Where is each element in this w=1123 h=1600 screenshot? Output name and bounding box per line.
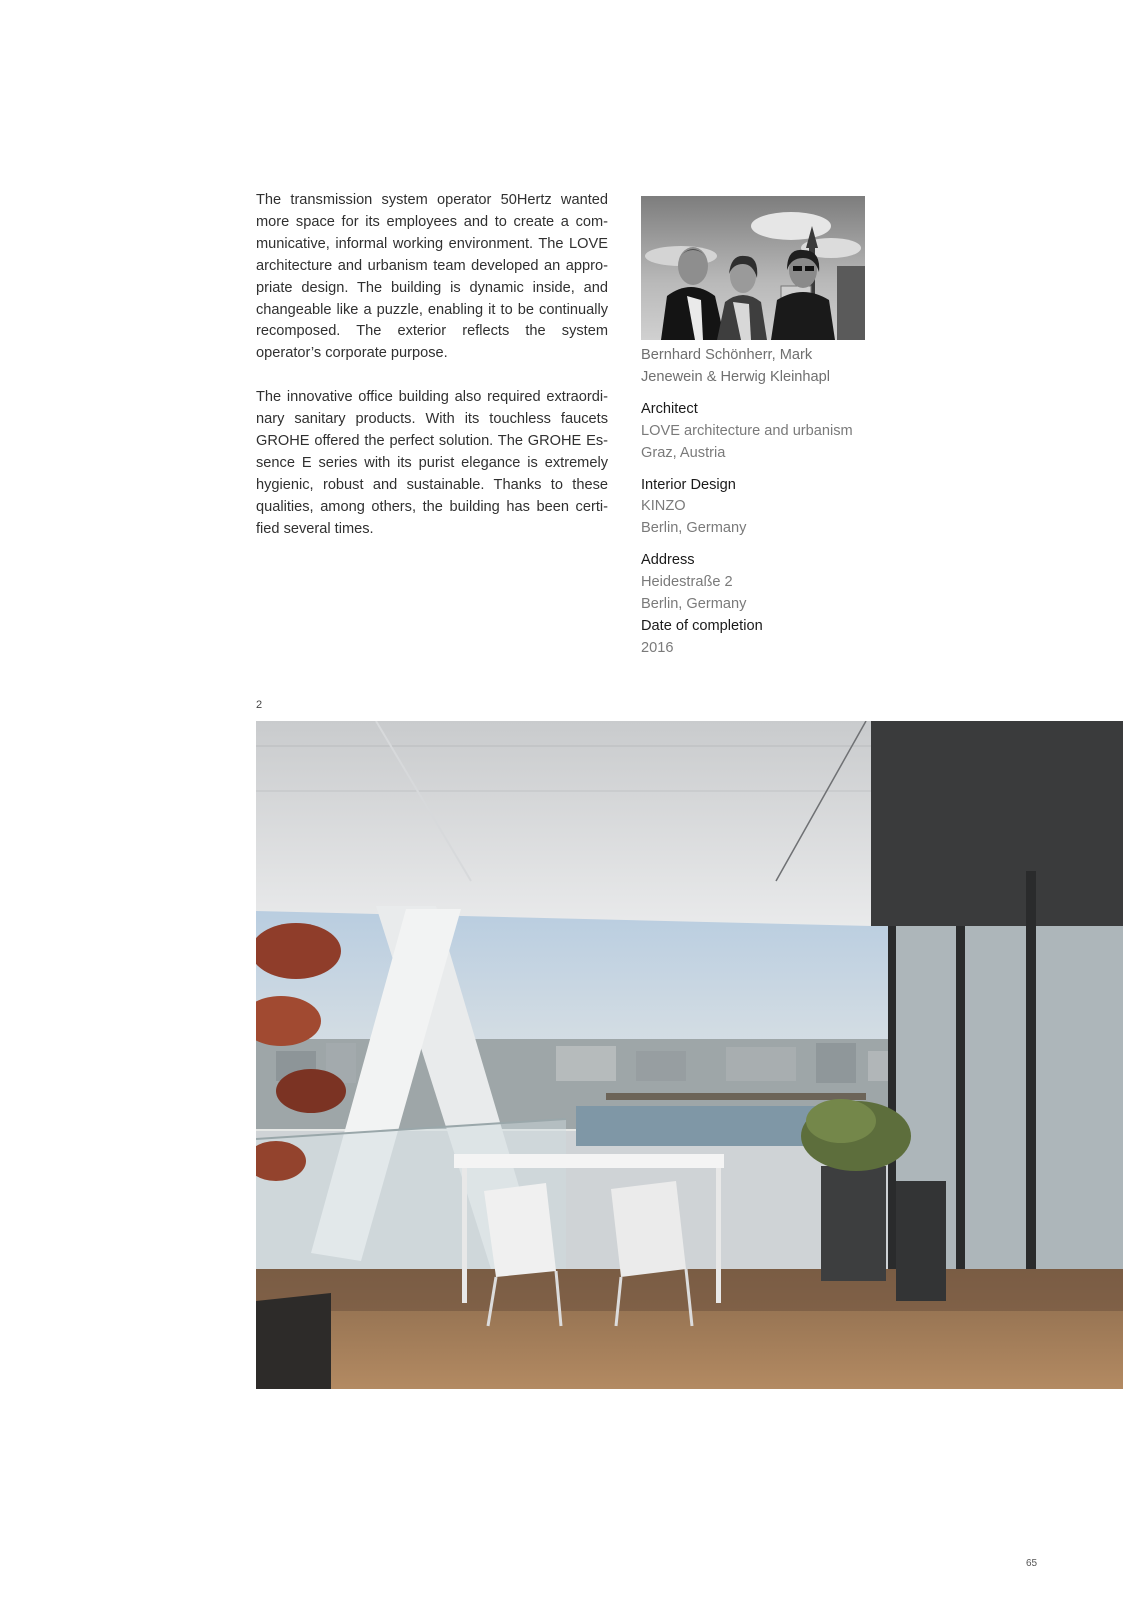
credit-value: LOVE architecture and urbanism: [641, 422, 853, 439]
credit-value: Berlin, Germany: [641, 520, 747, 537]
project-credits: [641, 345, 891, 670]
credit-heading: Date of completion: [641, 617, 763, 634]
paragraph-2: The innovative office building also required extraordi-nary sanitary products. With its touchless faucets GROHE offered the perfect solution. The GROHE Es-sence E series with its purist elegance is extremely hygienic, robust and sustainable. Thanks to these qualities, among others, the building has been certi-fied several times.: [256, 389, 608, 537]
caption-line: Bernhard Schönherr, Mark: [641, 347, 813, 363]
credit-value: Berlin, Germany: [641, 596, 747, 613]
credit-interior-design: [641, 475, 891, 541]
credit-heading: Address: [641, 552, 695, 569]
architects-portrait-photo: [641, 196, 865, 340]
credit-architect: [641, 399, 891, 465]
portrait-caption: [641, 345, 891, 389]
caption-line: Jenewein & Herwig Kleinhapl: [641, 368, 831, 385]
credit-value: 2016: [641, 639, 674, 656]
credit-value: KINZO: [641, 498, 686, 515]
credit-address: [641, 550, 891, 616]
terrace-photo: [256, 721, 1123, 1389]
credit-heading: Interior Design: [641, 476, 736, 493]
paragraph-1: The transmission system operator 50Hertz wanted more space for its employees and to create a com-municative, informal working environment. The LOVE architecture and urbanism team developed an appro-priate design. The building is dynamic inside, and changeable like a puzzle, enabling it to be continually recomposed. The exterior reflects the system operator’s corporate purpose.: [256, 192, 608, 362]
figure-number: 2: [256, 699, 263, 711]
credit-value: Heidestraße 2: [641, 574, 733, 591]
body-text: [256, 190, 608, 563]
credit-value: Graz, Austria: [641, 444, 726, 461]
page-number: 65: [1026, 1558, 1038, 1569]
credit-heading: Architect: [641, 400, 698, 417]
credit-date-of-completion: [641, 616, 891, 660]
